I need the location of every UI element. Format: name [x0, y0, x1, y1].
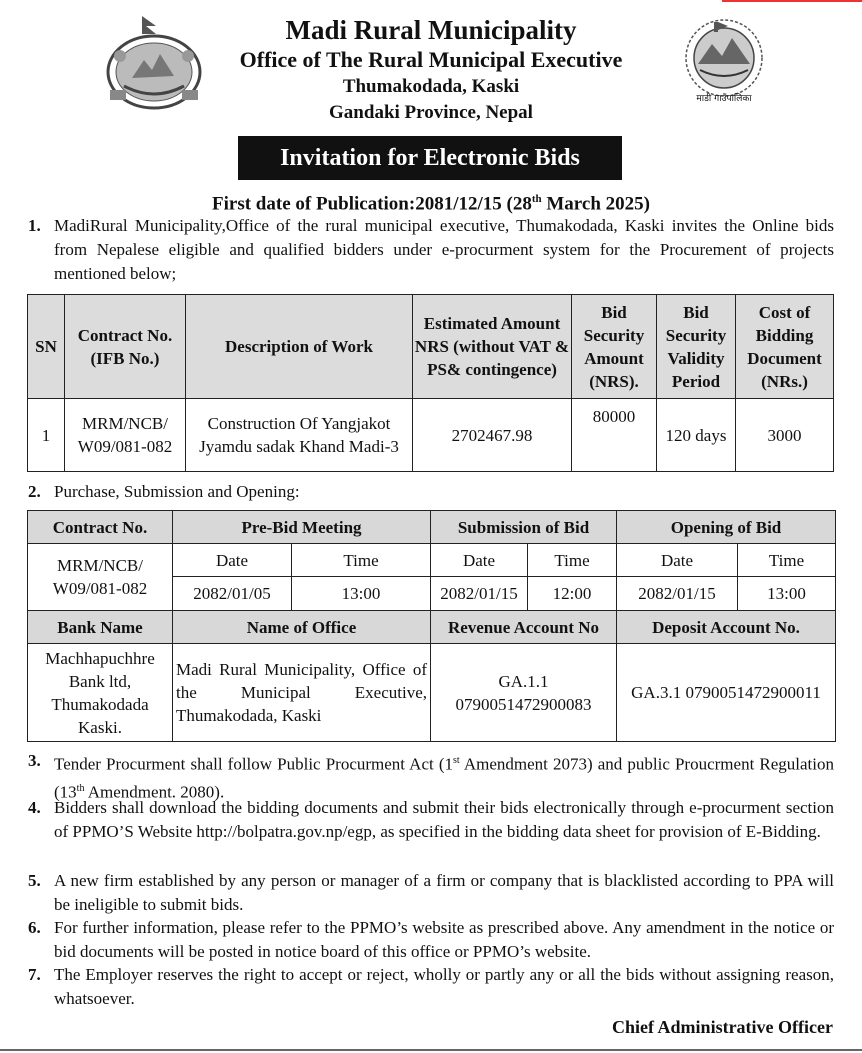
clause-number: 4. [28, 798, 41, 817]
cell-security: 80000 [572, 399, 657, 472]
schedule-subheader-row [28, 544, 836, 577]
clause-2 [28, 480, 834, 504]
clause-3-part-b: Amendment 2073) and public Proucrment Regulation (13 [54, 754, 834, 802]
col-cost: Cost of Bidding Document (NRs.) [736, 295, 834, 399]
clause-text: Purchase, Submission and Opening: [54, 482, 300, 501]
prebid-date: 2082/01/05 [173, 577, 292, 611]
clause-3-part-c: Amendment. 2080). [84, 782, 225, 802]
cell-contract: MRM/NCB/ W09/081-082 [65, 399, 186, 472]
project-table [27, 294, 834, 472]
h-revenue: Revenue Account No [431, 611, 617, 644]
logo-caption: माडी गाउँपालिका [696, 94, 752, 104]
clause-text: For further information, please refer to the PPMO’s website as prescribed above. Any amendment in the notice or bid documents will be posted in notice board of this office or PPMO’s website. [54, 918, 834, 961]
revenue-account: GA.1.1 0790051472900083 [431, 644, 617, 742]
h-opening: Opening of Bid [617, 511, 836, 544]
publication-rest: March 2025) [541, 193, 650, 215]
letterhead [0, 14, 862, 126]
clause-text: Bidders shall download the bidding documents and submit their bids electronically through e-procurment section of PPMO’S Website http://bolpatra.gov.np/egp, as specified in the bidding data sheet for provision of E-Bidding. [54, 798, 834, 841]
top-accent-line [722, 0, 862, 2]
bottom-rule [0, 1049, 862, 1051]
office-name-cell: Madi Rural Municipality, Office of the Municipal Executive, Thumakodada, Kaski [173, 644, 431, 742]
notice-title: Invitation for Electronic Bids [238, 136, 622, 180]
cell-estimated: 2702467.98 [413, 399, 572, 472]
clause-number: 3. [28, 751, 41, 770]
schedule-header-row [28, 511, 836, 544]
h-sub-date: Date [431, 544, 528, 577]
open-date: 2082/01/15 [617, 577, 738, 611]
clause-4 [28, 796, 834, 844]
h-prebid-time: Time [292, 544, 431, 577]
cell-cost: 3000 [736, 399, 834, 472]
sub-date: 2082/01/15 [431, 577, 528, 611]
clause-7 [28, 963, 834, 1011]
bank-values-row [28, 644, 836, 742]
clause-number: 5. [28, 871, 41, 890]
col-validity: Bid Security Validity Period [657, 295, 736, 399]
h-prebid-date: Date [173, 544, 292, 577]
col-contract: Contract No. (IFB No.) [65, 295, 186, 399]
cell-sn: 1 [28, 399, 65, 472]
cell-contract: MRM/NCB/ W09/081-082 [28, 544, 173, 611]
clause-number: 2. [28, 482, 41, 501]
h-prebid: Pre-Bid Meeting [173, 511, 431, 544]
h-open-date: Date [617, 544, 738, 577]
bank-name: Machhapuchhre Bank ltd, Thumakodada Kaski. [28, 644, 173, 742]
col-security: Bid Security Amount (NRS). [572, 295, 657, 399]
clause-text: A new firm established by any person or manager of a firm or company that is blacklisted according to PPA will be ineligible to submit bids. [54, 871, 834, 914]
table-header-row [28, 295, 834, 399]
clause-number: 7. [28, 965, 41, 984]
publication-date [0, 186, 862, 217]
h-deposit: Deposit Account No. [617, 611, 836, 644]
clause-5 [28, 869, 834, 917]
prebid-time: 13:00 [292, 577, 431, 611]
clause-6 [28, 916, 834, 964]
office-location: Thumakodada, Kaski [342, 76, 520, 97]
municipality-name: Madi Rural Municipality [285, 15, 577, 45]
clause-1 [28, 214, 834, 286]
h-office: Name of Office [173, 611, 431, 644]
deposit-account: GA.3.1 0790051472900011 [617, 644, 836, 742]
clause-3-sup-a: st [453, 755, 460, 766]
sub-time: 12:00 [528, 577, 617, 611]
cell-validity: 120 days [657, 399, 736, 472]
clause-number: 1. [28, 216, 41, 235]
province: Gandaki Province, Nepal [329, 102, 533, 123]
h-submission: Submission of Bid [431, 511, 617, 544]
col-description: Description of Work [186, 295, 413, 399]
signature-title: Chief Administrative Officer [612, 1017, 833, 1037]
open-time: 13:00 [738, 577, 836, 611]
clause-number: 6. [28, 918, 41, 937]
clause-3-sup-b: th [76, 782, 85, 794]
office-name: Office of The Rural Municipal Executive [239, 47, 623, 72]
cell-description: Construction Of Yangjakot Jyamdu sadak Khand Madi-3 [186, 399, 413, 472]
clause-text: The Employer reserves the right to accept or reject, wholly or partly any or all the bids without assigning reason, whatsoever. [54, 965, 834, 1008]
clause-3-part-a: Tender Procurment shall follow Public Procurment Act (1 [54, 754, 453, 774]
publication-label: First date of Publication:2081/12/15 (28 [212, 193, 532, 215]
h-sub-time: Time [528, 544, 617, 577]
clause-text: MadiRural Municipality,Office of the rural municipal executive, Thumakodada, Kaski invites the Online bids from Nepalese eligible and qualified bidders under e-procurment system for the Procurement of projects mentioned below; [54, 216, 834, 283]
h-bank: Bank Name [28, 611, 173, 644]
bank-header-row [28, 611, 836, 644]
publication-sup: th [531, 193, 542, 205]
col-estimated: Estimated Amount NRS (without VAT & PS& contingence) [413, 295, 572, 399]
table-row [28, 399, 834, 472]
h-contract: Contract No. [28, 511, 173, 544]
h-open-time: Time [738, 544, 836, 577]
schedule-table [27, 510, 836, 742]
col-sn: SN [28, 295, 65, 399]
